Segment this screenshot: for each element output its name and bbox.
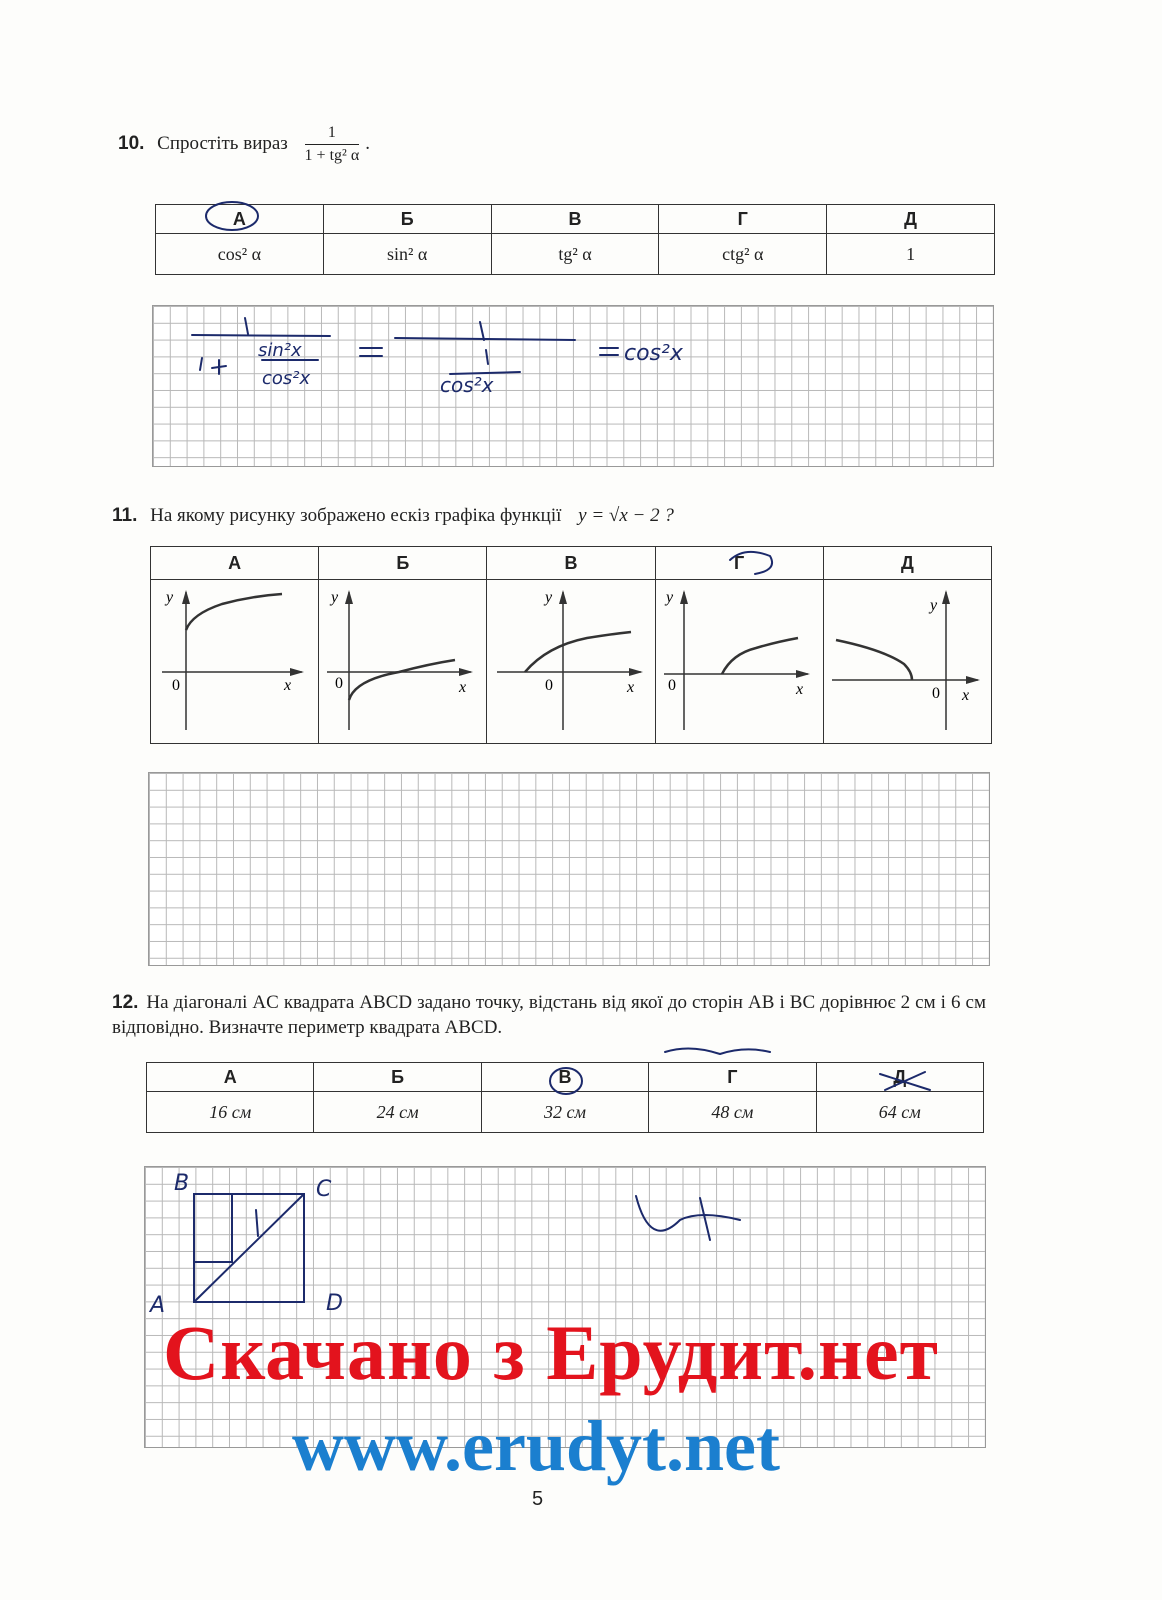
option-header-v[interactable]: В — [481, 1063, 648, 1092]
option-header-b[interactable]: Б — [323, 205, 491, 234]
question-10 — [118, 124, 370, 165]
axis-origin-label: 0 — [931, 685, 940, 702]
svg-text:cos²x: cos²x — [262, 368, 311, 389]
option-header-g[interactable]: Г — [659, 205, 827, 234]
option-value: 64 см — [816, 1092, 983, 1133]
axis-origin-label: 0 — [171, 677, 180, 694]
graph-b-svg — [319, 580, 487, 738]
svg-text:B: B — [174, 1171, 190, 1196]
question-text: Спростіть вираз — [157, 132, 288, 154]
svg-text:A: A — [150, 1293, 166, 1318]
underline-perimeter — [665, 1048, 770, 1054]
option-header-a[interactable]: А — [147, 1063, 314, 1092]
axis-y-label: y — [929, 597, 937, 614]
axis-y-label: y — [331, 589, 339, 606]
option-value: sin² α — [323, 234, 491, 275]
end-mark: . — [365, 132, 370, 154]
svg-text:cos²x: cos²x — [440, 373, 494, 397]
option-value: 32 см — [481, 1092, 648, 1133]
option-value: 48 см — [649, 1092, 816, 1133]
question-text: На діагоналі AC квадрата ABCD задано точку, відстань від якої до сторін AB і BC дорівнює 2 см і 6 см відповідно. Визначте периметр квадрата ABCD. — [112, 992, 986, 1038]
question-text: На якому рисунку зображено ескіз графіка функції — [150, 505, 562, 526]
numerator: 1 — [305, 124, 360, 145]
graph-options-table — [150, 546, 992, 744]
svg-text:C: C — [316, 1177, 332, 1202]
axis-y-label: y — [165, 589, 173, 606]
graph-v-svg — [487, 580, 655, 738]
axis-x-label: x — [283, 677, 291, 694]
option-header-g[interactable]: Г — [649, 1063, 816, 1092]
option-value: cos² α — [156, 234, 324, 275]
axis-x-label: x — [459, 679, 467, 696]
question-number: 10. — [118, 132, 145, 154]
fraction — [305, 124, 360, 165]
svg-text:sin²x: sin²x — [258, 340, 302, 361]
axis-x-label: x — [961, 687, 969, 704]
formula: y = √x − 2 ? — [578, 505, 674, 526]
axis-x-label: x — [627, 679, 635, 696]
option-header-v[interactable]: В — [487, 547, 655, 580]
draft-grid-11 — [148, 772, 990, 966]
graph-b — [319, 580, 487, 744]
question-12 — [112, 990, 986, 1040]
option-value: 24 см — [314, 1092, 481, 1133]
question-number: 11. — [112, 505, 138, 526]
option-header-d[interactable]: Д — [827, 205, 995, 234]
svg-text:cos²x: cos²x — [624, 341, 683, 366]
question-number: 12. — [112, 992, 139, 1013]
option-value: ctg² α — [659, 234, 827, 275]
page-number: 5 — [532, 1488, 544, 1510]
answer-table-10 — [155, 204, 995, 275]
option-header-b[interactable]: Б — [314, 1063, 481, 1092]
graph-a-svg — [152, 580, 318, 738]
option-value: 1 — [827, 234, 995, 275]
option-header-b[interactable]: Б — [319, 547, 487, 580]
option-header-d[interactable]: Д — [823, 547, 991, 580]
option-header-d[interactable]: Д — [816, 1063, 983, 1092]
option-value: 16 см — [147, 1092, 314, 1133]
axis-y-label: y — [665, 589, 673, 606]
option-header-g[interactable]: Г — [655, 547, 823, 580]
graph-g-svg — [656, 580, 824, 738]
axis-y-label: y — [545, 589, 553, 606]
option-value: tg² α — [491, 234, 659, 275]
graph-g — [655, 580, 823, 744]
axis-x-label: x — [795, 681, 803, 698]
svg-text:D: D — [326, 1291, 343, 1316]
option-header-v[interactable]: В — [491, 205, 659, 234]
graph-a — [151, 580, 319, 744]
denominator: 1 + tg² α — [304, 147, 360, 164]
question-11 — [112, 505, 674, 527]
graph-v — [487, 580, 655, 744]
axis-origin-label: 0 — [545, 677, 554, 694]
axis-origin-label: 0 — [667, 677, 676, 694]
graph-d-svg — [824, 580, 992, 738]
watermark-url: www.erudyt.net — [292, 1406, 780, 1486]
watermark-text: Скачано з Ерудит.нет — [163, 1309, 939, 1396]
option-header-a[interactable]: А — [151, 547, 319, 580]
option-header-a[interactable]: А — [156, 205, 324, 234]
graph-d — [823, 580, 991, 744]
answer-table-12 — [146, 1062, 984, 1133]
draft-grid-10 — [152, 305, 994, 467]
axis-origin-label: 0 — [335, 675, 344, 692]
